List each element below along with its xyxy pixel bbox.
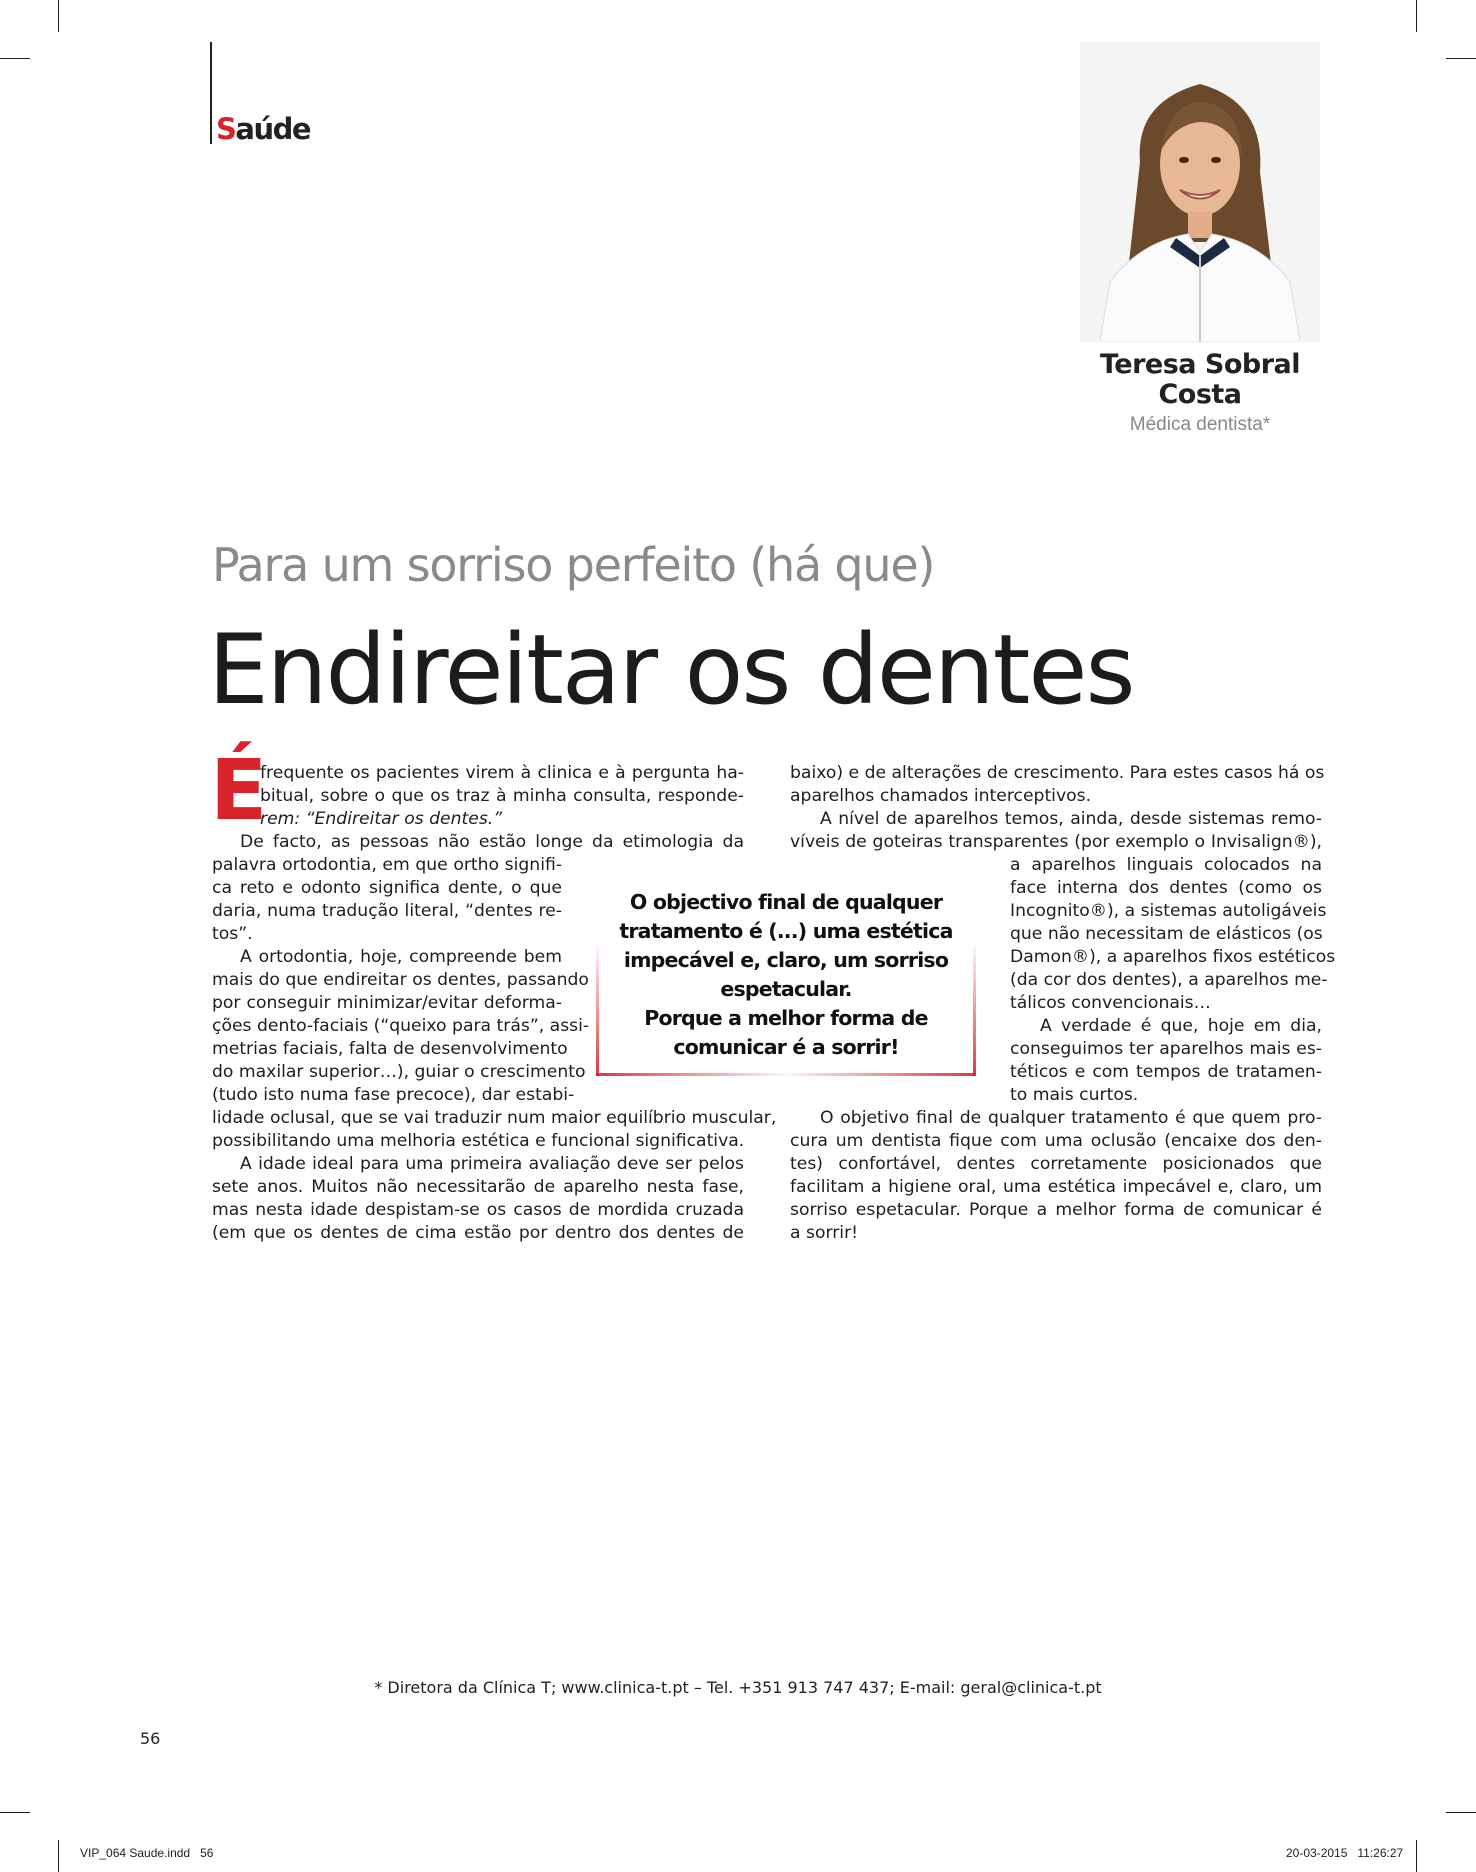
crop-mark: [58, 0, 59, 32]
portrait-icon: [1080, 42, 1320, 342]
crop-mark: [0, 58, 30, 59]
text-line: a sorrir!: [790, 1223, 859, 1243]
pullquote-line: Porque a melhor forma de: [644, 1006, 928, 1030]
section-label: [216, 112, 310, 146]
slug-left: VIP_064 Saude.indd 56: [80, 1846, 214, 1860]
author-name-line2: Costa: [1158, 379, 1242, 410]
drop-cap: É: [210, 741, 268, 839]
page-number: 56: [140, 1729, 161, 1748]
text-line: palavra ortodontia, em que ortho signifi-: [212, 855, 562, 875]
pullquote-line: espetacular.: [720, 977, 852, 1001]
text-line: (tudo isto numa fase precoce), dar estabi-: [212, 1085, 575, 1105]
headline: Endireitar os dentes: [208, 614, 1134, 726]
section-first-letter: S: [216, 112, 236, 146]
text-line: por conseguir minimizar/evitar deforma-: [212, 993, 562, 1013]
section-rest: aúde: [235, 112, 311, 146]
text-line: mais do que endireitar os dentes, passando: [212, 970, 589, 990]
section-rule: [210, 42, 212, 144]
crop-mark: [0, 1812, 30, 1813]
text-line: Incognito®), a sistemas autoligáveis: [1010, 901, 1327, 921]
text-line: baixo) e de alterações de crescimento. Para estes casos há os: [790, 763, 1325, 783]
pullquote-line: impecável e, claro, um sorriso: [623, 948, 949, 972]
slug-right: 20-03-2015 11:26:27: [1286, 1846, 1404, 1860]
text-line: A verdade é que, hoje em dia,: [1040, 1016, 1322, 1036]
text-line: frequente os pacientes virem à clinica e à pergunta ha-: [260, 763, 744, 783]
text-line: face interna dos dentes (como os: [1010, 878, 1322, 898]
text-line: ca reto e odonto significa dente, o que: [212, 878, 562, 898]
text-line: A idade ideal para uma primeira avaliação deve ser pelos: [240, 1154, 744, 1174]
pullquote-line: comunicar é a sorrir!: [673, 1035, 899, 1059]
crop-mark: [1416, 0, 1417, 32]
pullquote-line: O objectivo final de qualquer: [629, 890, 943, 914]
text-line: O objetivo final de qualquer tratamento é que quem pro-: [820, 1108, 1322, 1128]
author-role: Médica dentista*: [1129, 414, 1271, 435]
text-line: A nível de aparelhos temos, ainda, desde sistemas remo-: [820, 809, 1322, 829]
text-line: rem: “Endireitar os dentes.”: [260, 809, 503, 829]
text-line: tes) confortável, dentes corretamente posicionados que: [790, 1154, 1322, 1174]
text-line: De facto, as pessoas não estão longe da etimologia da: [240, 832, 744, 852]
text-line: téticos e com tempos de tratamen-: [1010, 1062, 1322, 1082]
crop-mark: [1446, 58, 1476, 59]
pullquote: [600, 888, 972, 1062]
text-line: daria, numa tradução literal, “dentes re-: [212, 901, 562, 921]
text-line: sete anos. Muitos não necessitarão de aparelho nesta fase,: [212, 1177, 744, 1197]
text-line: ções dento-faciais (“queixo para trás”, assi-: [212, 1016, 590, 1036]
crop-mark: [1416, 1840, 1417, 1872]
text-line: facilitam a higiene oral, uma estética impecável e, claro, um: [790, 1177, 1322, 1197]
footnote: * Diretora da Clínica T; www.clinica-t.pt – Tel. +351 913 747 437; E-mail: geral@clinica-t.pt: [374, 1678, 1102, 1697]
text-line: mas nesta idade despistam-se os casos de mordida cruzada: [212, 1200, 744, 1220]
text-line: A ortodontia, hoje, compreende bem: [240, 947, 562, 967]
text-line: to mais curtos.: [1010, 1085, 1139, 1105]
author-name: [1080, 350, 1320, 410]
text-line: lidade oclusal, que se vai traduzir num maior equilíbrio muscular,: [212, 1108, 777, 1128]
text-line: metrias faciais, falta de desenvolvimento: [212, 1039, 568, 1059]
text-line: possibilitando uma melhoria estética e funcional significativa.: [212, 1131, 745, 1151]
crop-mark: [1446, 1812, 1476, 1813]
text-line: (da cor dos dentes), a aparelhos me-: [1010, 970, 1328, 990]
kicker: Para um sorriso perfeito (há que): [212, 538, 935, 592]
text-line: do maxilar superior…), guiar o crescimento: [212, 1062, 586, 1082]
author-name-line1: Teresa Sobral: [1099, 349, 1301, 380]
text-line: víveis de goteiras transparentes (por exemplo o Invisalign®),: [790, 832, 1322, 852]
text-line: conseguimos ter aparelhos mais es-: [1010, 1039, 1322, 1059]
text-line: a aparelhos linguais colocados na: [1010, 855, 1322, 875]
text-line: bitual, sobre o que os traz à minha consulta, responde-: [260, 786, 744, 806]
text-line: Damon®), a aparelhos fixos estéticos: [1010, 947, 1336, 967]
text-line: aparelhos chamados interceptivos.: [790, 786, 1092, 806]
text-line: tálicos convencionais…: [1010, 993, 1211, 1013]
text-line: cura um dentista fique com uma oclusão (encaixe dos den-: [790, 1131, 1322, 1151]
text-line: sorriso espetacular. Porque a melhor forma de comunicar é: [790, 1200, 1322, 1220]
text-line: que não necessitam de elásticos (os: [1010, 924, 1323, 944]
text-line: tos”.: [212, 924, 253, 944]
crop-mark: [58, 1840, 59, 1872]
pullquote-line: tratamento é (...) uma estética: [619, 919, 953, 943]
author-photo: [1080, 42, 1320, 342]
text-line: (em que os dentes de cima estão por dentro dos dentes de: [212, 1223, 744, 1243]
